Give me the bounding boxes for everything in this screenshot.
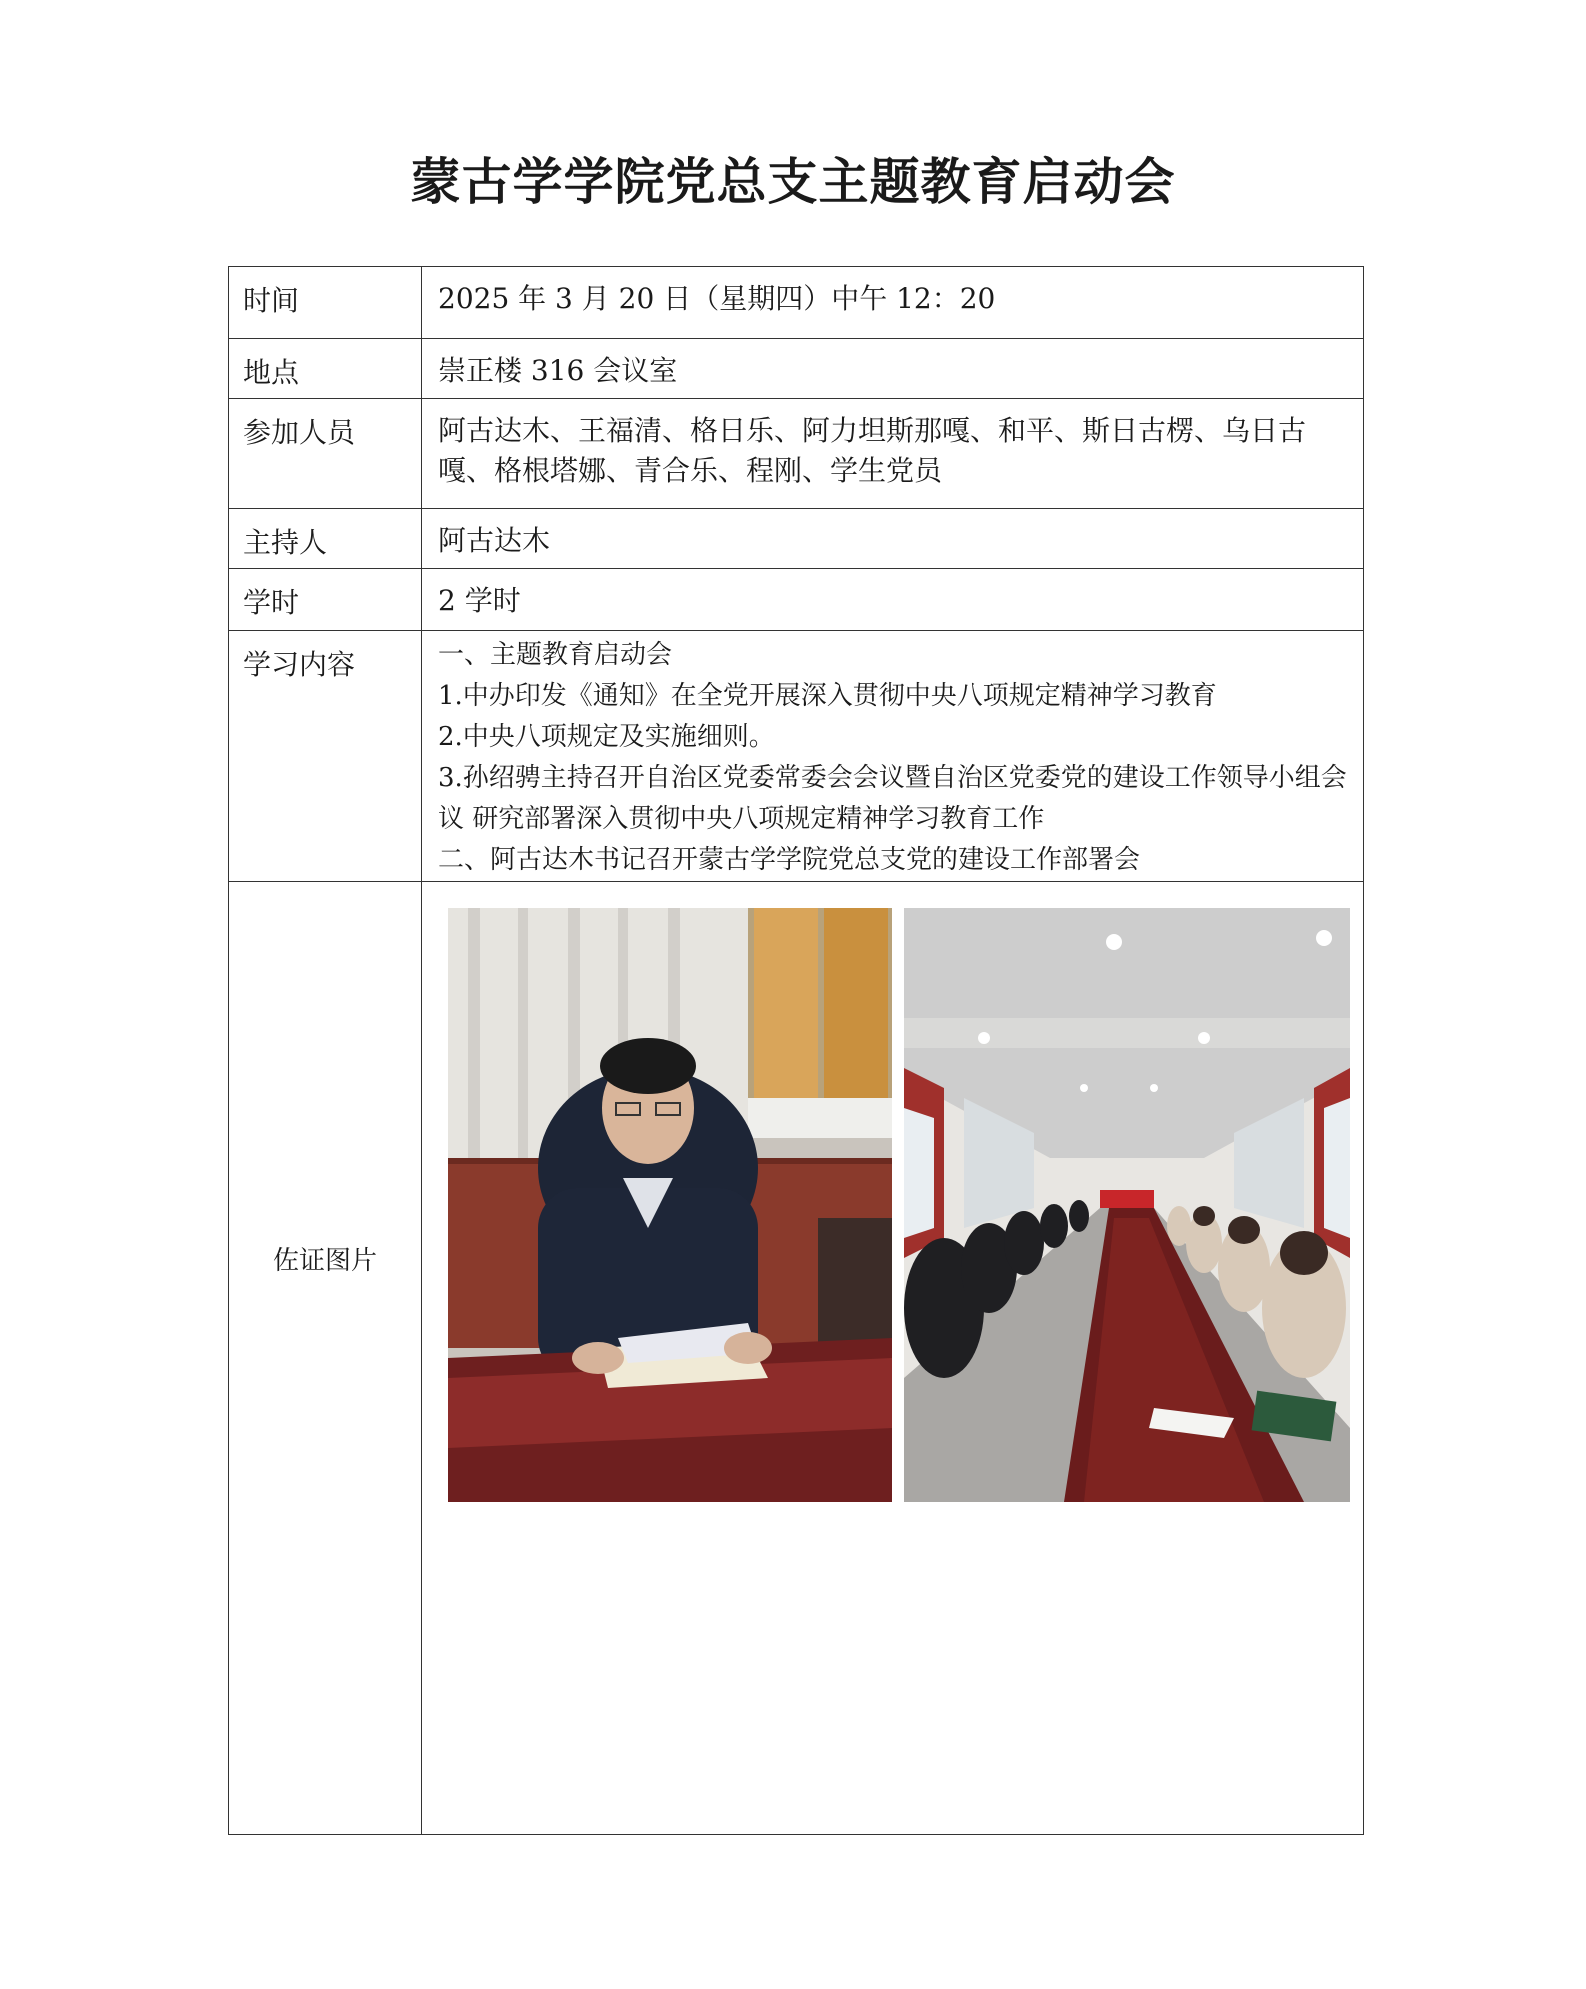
label-content: 学习内容 xyxy=(229,631,422,882)
value-hours: 2 学时 xyxy=(422,569,1364,631)
value-content xyxy=(422,631,1364,882)
row-hours xyxy=(229,569,1364,631)
label-participants: 参加人员 xyxy=(229,399,422,509)
row-participants xyxy=(229,399,1364,509)
row-place xyxy=(229,339,1364,399)
value-host: 阿古达木 xyxy=(422,509,1364,569)
label-photos-text: 佐证图片 xyxy=(272,1245,377,1276)
content-line: 1.中办印发《通知》在全党开展深入贯彻中央八项规定精神学习教育 xyxy=(438,681,1217,711)
label-place: 地点 xyxy=(229,339,422,399)
content-line: 一、主题教育启动会 xyxy=(438,640,673,670)
photos-area xyxy=(422,882,1363,1834)
document-title: 蒙古学学院党总支主题教育启动会 xyxy=(410,153,1176,211)
row-content xyxy=(229,631,1364,882)
content-line: 2.中央八项规定及实施细则。 xyxy=(438,722,775,752)
evidence-photo-2 xyxy=(904,908,1350,1502)
row-time xyxy=(229,267,1364,339)
photos-cell xyxy=(422,882,1364,1835)
label-time: 时间 xyxy=(229,267,422,339)
value-time: 2025 年 3 月 20 日（星期四）中午 12：20 xyxy=(422,267,1364,339)
evidence-photo-1 xyxy=(448,908,892,1502)
row-photos xyxy=(229,882,1364,1835)
label-host: 主持人 xyxy=(229,509,422,569)
row-host xyxy=(229,509,1364,569)
label-hours: 学时 xyxy=(229,569,422,631)
content-line: 二、阿古达木书记召开蒙古学学院党总支党的建设工作部署会 xyxy=(438,845,1141,875)
meeting-record-table xyxy=(228,266,1364,1835)
value-place: 崇正楼 316 会议室 xyxy=(422,339,1364,399)
label-photos xyxy=(229,882,422,1835)
value-participants: 阿古达木、王福清、格日乐、阿力坦斯那嘎、和平、斯日古楞、乌日古嘎、格根塔娜、青合乐、程刚、学生党员 xyxy=(422,399,1364,509)
content-line: 3.孙绍骋主持召开自治区党委常委会会议暨自治区党委党的建设工作领导小组会议 研究部署深入贯彻中央八项规定精神学习教育工作 xyxy=(438,763,1347,834)
